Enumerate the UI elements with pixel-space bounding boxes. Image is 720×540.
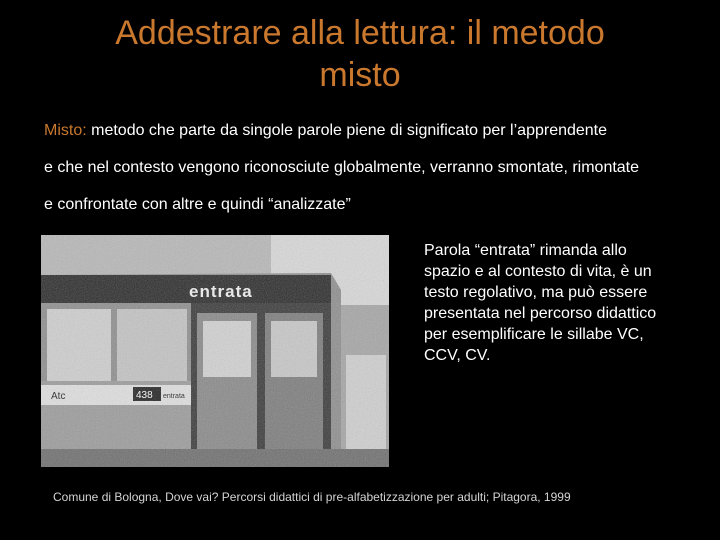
definition-line-1 [44, 122, 694, 159]
definition-block [44, 122, 694, 233]
slide-title [40, 12, 680, 96]
bus-photo [41, 235, 389, 467]
title-line-2: misto [319, 56, 401, 94]
bus-photo-illustration [41, 235, 389, 467]
side-paragraph: Parola “entrata” rimanda allo spazio e al contesto di vita, è un testo regolativo, ma può essere presentata nel percorso didattico per esemplificare le sillabe VC, CCV, CV. [424, 242, 657, 364]
title-line-1: Addestrare alla lettura: il metodo [115, 14, 605, 52]
definition-line-3: e confrontate con altre e quindi “analizzate” [44, 196, 351, 213]
definition-term: Misto: [44, 122, 87, 139]
definition-line-1-text: metodo che parte da singole parole piene di significato per l’apprendente [86, 122, 608, 139]
citation: Comune di Bologna, Dove vai? Percorsi didattici di pre-alfabetizzazione per adulti; Pitagora, 1999 [53, 490, 571, 504]
definition-line-2: e che nel contesto vengono riconosciute globalmente, verranno smontate, rimontate [44, 159, 640, 176]
